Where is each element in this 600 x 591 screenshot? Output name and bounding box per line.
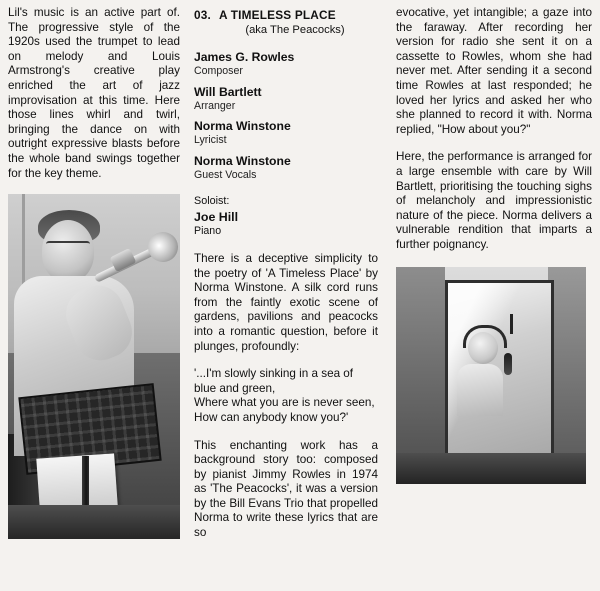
lyric-quote [194, 367, 378, 425]
glasses-icon [46, 241, 90, 253]
middle-paragraph-1: There is a deceptive simplicity to the poetry of 'A Timeless Place' by Norma Winstone. A silk cord runs from the faintly exotic scene of gardens, pavilions and peacocks into a romantic question, before it plunges, profoundly: [194, 251, 378, 353]
track-heading [194, 8, 378, 36]
credit-entry [194, 85, 378, 113]
credit-name: Norma Winstone [194, 119, 291, 134]
soloist-block [194, 195, 378, 238]
trumpet-player-photo [8, 194, 180, 539]
right-column [392, 6, 592, 587]
middle-column [192, 6, 392, 587]
recording-booth-photo [396, 267, 586, 484]
soloist-instrument: Piano [194, 225, 222, 238]
track-title-row [194, 8, 378, 22]
left-column [8, 6, 192, 587]
credit-name: Norma Winstone [194, 153, 291, 168]
lyric-line: '...I'm slowly sinking in a sea of blue and green, [194, 367, 354, 395]
credit-entry [194, 50, 378, 78]
right-paragraph-2: Here, the performance is arranged for a large ensemble with care by Will Bartlett, prioritising the touching sighs of melancholy and impressionistic nature of the piece. Norma delivers a vulnerable rendition that imparts a further poignancy. [396, 150, 592, 251]
credit-name: James G. Rowles [194, 50, 295, 64]
sheet-music [36, 453, 117, 510]
credit-role: Guest Vocals [194, 168, 257, 181]
credit-role: Arranger [194, 99, 236, 112]
credit-entry [194, 119, 378, 147]
lyric-line: Where what you are is never seen, How can anybody know you?' [194, 396, 375, 424]
credit-name: Will Bartlett [194, 84, 262, 99]
track-subtitle: (aka The Peacocks) [245, 24, 345, 36]
microphone-arm [510, 314, 513, 334]
middle-paragraph-2: This enchanting work has a background story too: composed by pianist Jimmy Rowles in 1974 as 'The Peacocks', it was a version by the Bill Evans Trio that propelled Norma to write these lyrics that are so [194, 438, 378, 540]
credit-role: Lyricist [194, 134, 227, 147]
singer-torso [457, 364, 503, 416]
credit-role: Composer [194, 65, 243, 77]
credits-list [194, 50, 378, 181]
booth-floor [396, 453, 586, 483]
soloist-label: Soloist: [194, 195, 230, 208]
track-title: A TIMELESS PLACE [219, 8, 336, 22]
track-number: 03. [194, 8, 211, 22]
photo-floor [8, 505, 180, 539]
soloist-name: Joe Hill [194, 210, 239, 225]
microphone-icon [504, 353, 512, 375]
credit-entry [194, 154, 378, 182]
left-paragraph-1: Lil's music is an active part of. The progressive style of the 1920s used the trumpet to lead on melody and Louis Armstrong's creative play enriched the art of jazz improvisation at this time. Here those lines whirl and twirl, bringing the dance on with outright expressive blasts before the whole band swings together for the key theme. [8, 6, 180, 180]
right-paragraph-1: evocative, yet intangible; a gaze into the faraway. After recording her version for radio she sent it on a cassette to Rowles, whom she had never met. After sending it a second time Rowles at last responded; he loved her lyrics and asked her who she planned to record it with. Norma replied, "How about you?" [396, 6, 592, 136]
booth-wall-left [396, 267, 445, 484]
singer-head [468, 332, 498, 364]
